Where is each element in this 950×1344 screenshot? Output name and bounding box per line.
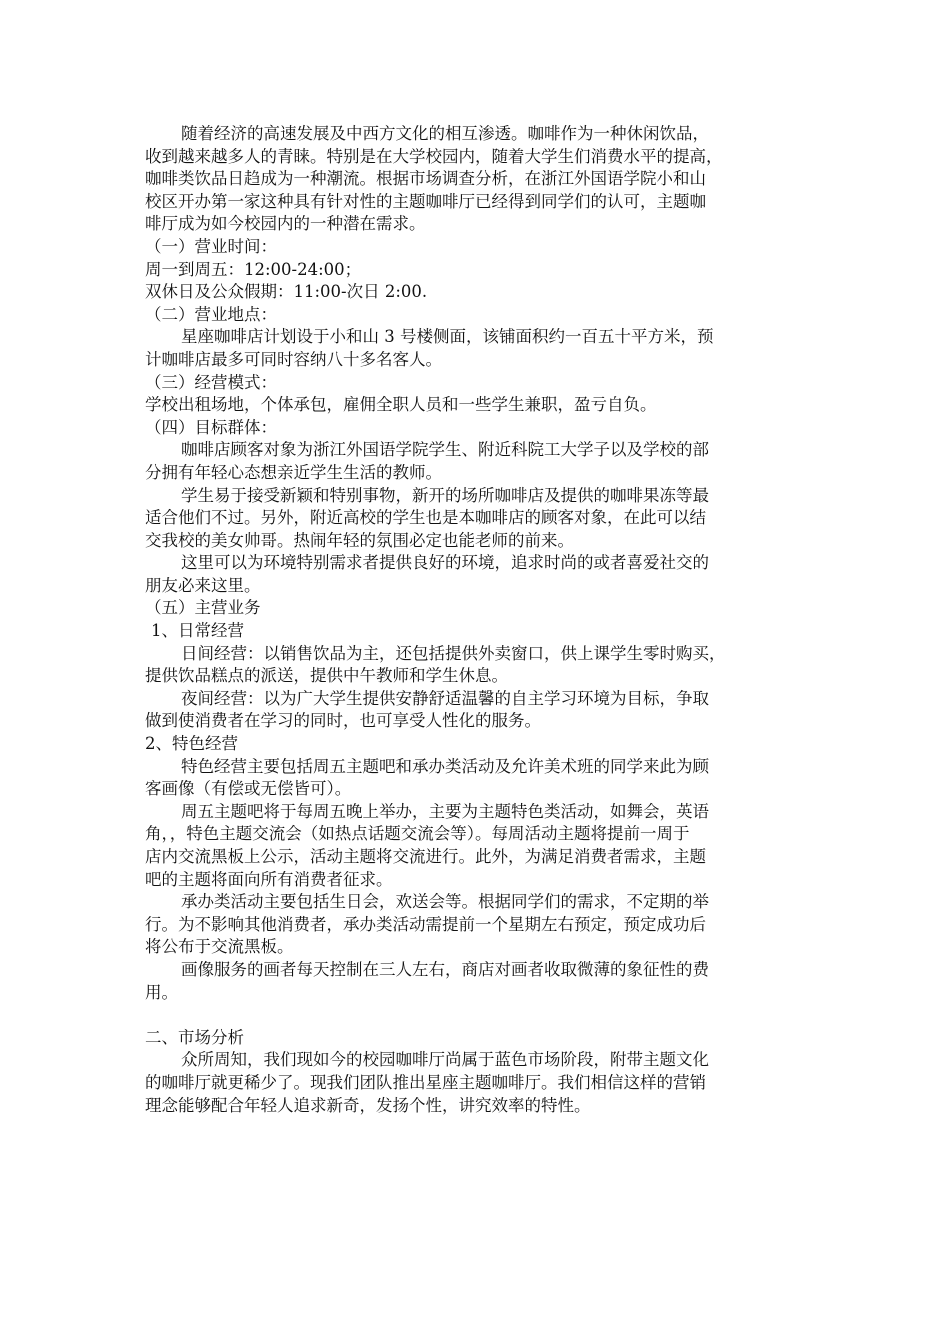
text-line: 2、特色经营	[145, 734, 238, 754]
text-line: 周五主题吧将于每周五晚上举办，主要为主题特色类活动，如舞会，英语	[181, 801, 709, 821]
text-line: 双休日及公众假期：11:00-次日 2:00.	[145, 282, 428, 302]
text-line: 咖啡类饮品日趋成为一种潮流。根据市场调查分析，在浙江外国语学院小和山	[145, 169, 706, 189]
text-line: （三）经营模式：	[145, 372, 277, 392]
text-line: 分拥有年轻心态想亲近学生生活的教师。	[145, 462, 442, 482]
text-line: 提供饮品糕点的派送，提供中午教师和学生休息。	[145, 666, 508, 686]
text-line: 店内交流黑板上公示，活动主题将交流进行。此外，为满足消费者需求，主题	[145, 847, 706, 866]
blank-line	[145, 1004, 825, 1027]
text-line: 适合他们不过。另外，附近高校的学生也是本咖啡店的顾客对象，在此可以结	[145, 508, 706, 528]
text-line: 学生易于接受新颖和特别事物，新开的场所咖啡店及提供的咖啡果冻等最	[181, 485, 709, 505]
text-line: 咖啡店顾客对象为浙江外国语学院学生、附近科院工大学子以及学校的部	[181, 440, 709, 460]
text-line: 的咖啡厅就更稀少了。现我们团队推出星座主题咖啡厅。我们相信这样的营销	[145, 1072, 706, 1092]
document-body	[145, 123, 825, 1117]
text-line: 理念能够配合年轻人追求新奇，发扬个性，讲究效率的特性。	[145, 1095, 591, 1115]
text-line: 收到越来越多人的青睐。特别是在大学校园内，随着大学生们消费水平的提高，	[145, 146, 723, 166]
text-line: 计咖啡店最多可同时容纳八十多名客人。	[145, 349, 442, 369]
text-line: 这里可以为环境特别需求者提供良好的环境，追求时尚的或者喜爱社交的	[181, 553, 709, 573]
text-line: 角，，特色主题交流会（如热点话题交流会等）。每周活动主题将提前一周于	[145, 824, 690, 844]
text-line: 用。	[145, 982, 178, 1002]
text-line: 交我校的美女帅哥。热闹年轻的氛围必定也能老师的前来。	[145, 530, 574, 550]
text-line: （二）营业地点：	[145, 304, 277, 324]
text-line: 啡厅成为如今校园内的一种潜在需求。	[145, 214, 426, 234]
text-line: 将公布于交流黑板。	[145, 937, 294, 957]
text-line: 行。为不影响其他消费者，承办类活动需提前一个星期左右预定，预定成功后	[145, 914, 706, 934]
text-line: 吧的主题将面向所有消费者征求。	[145, 869, 393, 889]
text-line: 夜间经营：以为广大学生提供安静舒适温馨的自主学习环境为目标，争取	[181, 688, 709, 708]
text-line: 承办类活动主要包括生日会，欢送会等。根据同学们的需求，不定期的举	[181, 892, 709, 912]
text-line: 做到使消费者在学习的同时，也可享受人性化的服务。	[145, 711, 541, 731]
text-line: 学校出租场地，个体承包，雇佣全职人员和一些学生兼职，盈亏自负。	[145, 395, 657, 415]
text-line: 校区开办第一家这种具有针对性的主题咖啡厅已经得到同学们的认可，主题咖	[145, 191, 706, 211]
text-line: 星座咖啡店计划设于小和山 3 号楼侧面，该铺面积约一百五十平方米，预	[181, 327, 714, 347]
text-line: 1、日常经营	[151, 621, 244, 641]
text-line: 随着经济的高速发展及中西方文化的相互渗透。咖啡作为一种休闲饮品，	[181, 124, 709, 143]
text-line: 众所周知，我们现如今的校园咖啡厅尚属于蓝色市场阶段，附带主题文化	[181, 1050, 709, 1070]
text-line: 画像服务的画者每天控制在三人左右，商店对画者收取微薄的象征性的费	[181, 959, 709, 979]
text-line: 二、市场分析	[145, 1027, 244, 1047]
text-line: 朋友必来这里。	[145, 575, 261, 595]
text-line: （四）目标群体：	[145, 417, 277, 437]
text-line: （一）营业时间：	[145, 236, 277, 256]
text-line: 周一到周五：12:00-24:00；	[145, 259, 362, 279]
text-line: 日间经营：以销售饮品为主，还包括提供外卖窗口，供上课学生零时购买，	[181, 643, 726, 663]
text-line: 客画像（有偿或无偿皆可）。	[145, 779, 352, 799]
text-line: （五）主营业务	[145, 598, 261, 618]
text-line: 特色经营主要包括周五主题吧和承办类活动及允许美术班的同学来此为顾	[181, 756, 709, 776]
